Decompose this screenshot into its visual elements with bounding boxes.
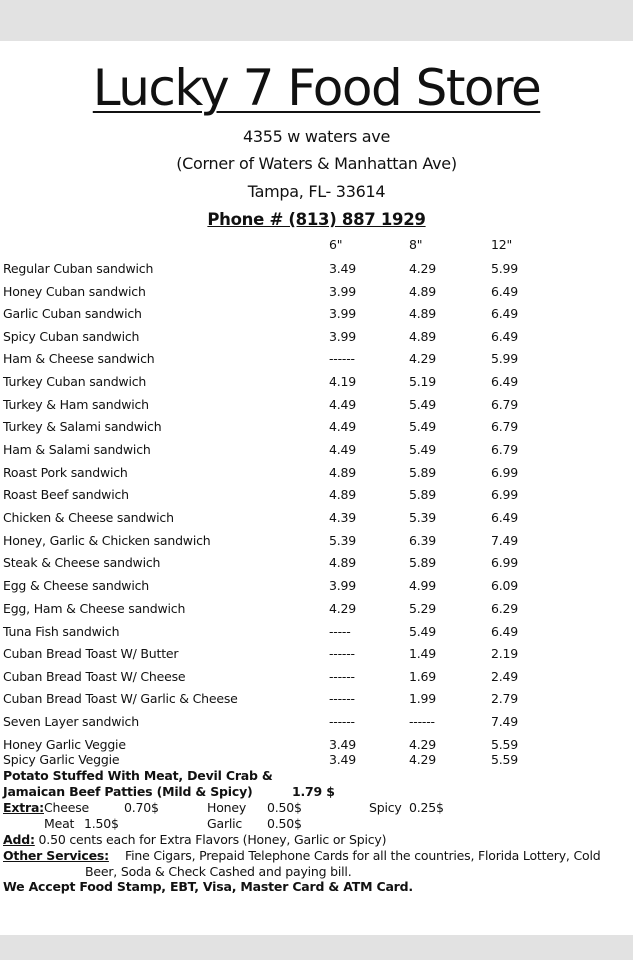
extra-cheese-price: 0.70$ xyxy=(124,800,159,815)
price-12in: 7.49 xyxy=(491,533,519,548)
menu-item-row xyxy=(0,553,633,573)
extra-honey-price: 0.50$ xyxy=(267,800,302,815)
price-8in: 4.89 xyxy=(409,284,437,299)
price-6in: 3.99 xyxy=(329,284,357,299)
price-12in: 7.49 xyxy=(491,714,519,729)
price-6in: ------ xyxy=(329,646,355,661)
price-12in: 5.59 xyxy=(491,752,519,767)
price-6in: ----- xyxy=(329,624,351,639)
price-12in: 2.79 xyxy=(491,691,519,706)
price-12in: 6.79 xyxy=(491,442,519,457)
price-12in: 6.99 xyxy=(491,555,519,570)
price-6in: 3.49 xyxy=(329,737,357,752)
menu-item-row xyxy=(0,750,633,770)
extra-garlic-price: 0.50$ xyxy=(267,816,302,831)
price-6in: 4.19 xyxy=(329,374,357,389)
item-name: Seven Layer sandwich xyxy=(3,714,139,729)
item-name: Steak & Cheese sandwich xyxy=(3,555,161,570)
payment-methods: We Accept Food Stamp, EBT, Visa, Master Card & ATM Card. xyxy=(3,879,413,894)
price-8in: 4.89 xyxy=(409,329,437,344)
menu-item-row xyxy=(0,531,633,551)
price-8in: 6.39 xyxy=(409,533,437,548)
item-name: Chicken & Cheese sandwich xyxy=(3,510,174,525)
item-name: Cuban Bread Toast W/ Butter xyxy=(3,646,179,661)
menu-item-row xyxy=(0,667,633,687)
menu-item-row xyxy=(0,395,633,415)
menu-item-row xyxy=(0,576,633,596)
menu-item-row xyxy=(0,712,633,732)
item-name: Honey Garlic Veggie xyxy=(3,737,126,752)
item-name: Cuban Bread Toast W/ Cheese xyxy=(3,669,186,684)
price-8in: 5.49 xyxy=(409,419,437,434)
item-name: Turkey & Salami sandwich xyxy=(3,419,162,434)
other-services-text-1: Fine Cigars, Prepaid Telephone Cards for all the countries, Florida Lottery, Cold xyxy=(125,848,601,863)
price-6in: ------ xyxy=(329,691,355,706)
price-12in: 6.29 xyxy=(491,601,519,616)
price-6in: 3.99 xyxy=(329,578,357,593)
menu-page xyxy=(0,41,633,935)
menu-item-row xyxy=(0,282,633,302)
price-8in: 4.29 xyxy=(409,351,437,366)
price-12in: 5.99 xyxy=(491,351,519,366)
price-6in: 4.49 xyxy=(329,397,357,412)
price-6in: 4.89 xyxy=(329,465,357,480)
price-12in: 6.49 xyxy=(491,329,519,344)
price-8in: ------ xyxy=(409,714,435,729)
price-6in: 5.39 xyxy=(329,533,357,548)
item-name: Egg & Cheese sandwich xyxy=(3,578,149,593)
item-name: Spicy Garlic Veggie xyxy=(3,752,120,767)
price-8in: 4.29 xyxy=(409,261,437,276)
item-name: Egg, Ham & Cheese sandwich xyxy=(3,601,186,616)
menu-item-row xyxy=(0,304,633,324)
price-8in: 4.99 xyxy=(409,578,437,593)
menu-item-row xyxy=(0,417,633,437)
menu-item-row xyxy=(0,259,633,279)
price-12in: 6.79 xyxy=(491,397,519,412)
price-6in: 4.29 xyxy=(329,601,357,616)
potato-line-1: Potato Stuffed With Meat, Devil Crab & xyxy=(3,768,273,783)
extra-honey-label: Honey xyxy=(207,800,247,815)
address-city: Tampa, FL- 33614 xyxy=(247,182,386,201)
price-12in: 5.99 xyxy=(491,261,519,276)
price-6in: ------ xyxy=(329,714,355,729)
price-8in: 4.29 xyxy=(409,752,437,767)
item-name: Ham & Salami sandwich xyxy=(3,442,151,457)
price-12in: 2.49 xyxy=(491,669,519,684)
size-8-header: 8" xyxy=(409,237,423,252)
price-8in: 1.69 xyxy=(409,669,437,684)
size-12-header: 12" xyxy=(491,237,513,252)
item-name: Tuna Fish sandwich xyxy=(3,624,120,639)
price-6in: 4.49 xyxy=(329,442,357,457)
extra-spicy-price: 0.25$ xyxy=(409,800,444,815)
extra-meat-price: 1.50$ xyxy=(84,816,119,831)
add-line xyxy=(3,832,386,848)
other-services-text-2: Beer, Soda & Check Cashed and paying bill. xyxy=(85,864,352,879)
price-8in: 5.49 xyxy=(409,442,437,457)
extra-meat-label: Meat xyxy=(44,816,75,831)
price-6in: 3.99 xyxy=(329,329,357,344)
menu-item-row xyxy=(0,440,633,460)
item-name: Roast Beef sandwich xyxy=(3,487,129,502)
extra-garlic-label: Garlic xyxy=(207,816,243,831)
menu-item-row xyxy=(0,622,633,642)
add-text: 0.50 cents each for Extra Flavors (Honey, Garlic or Spicy) xyxy=(34,832,387,847)
address-street: 4355 w waters ave xyxy=(242,127,390,146)
price-6in: 4.89 xyxy=(329,487,357,502)
menu-item-row xyxy=(0,485,633,505)
extra-spicy-label: Spicy xyxy=(369,800,402,815)
price-6in: 3.49 xyxy=(329,261,357,276)
phone-number: Phone # (813) 887 1929 xyxy=(207,210,426,229)
price-12in: 5.59 xyxy=(491,737,519,752)
menu-item-row xyxy=(0,372,633,392)
price-6in: 4.39 xyxy=(329,510,357,525)
price-8in: 5.89 xyxy=(409,487,437,502)
menu-item-row xyxy=(0,327,633,347)
potato-price: 1.79 $ xyxy=(292,784,335,799)
add-label: Add: xyxy=(3,832,35,847)
price-12in: 6.79 xyxy=(491,419,519,434)
extra-label: Extra: xyxy=(3,800,44,815)
size-header-row xyxy=(0,235,633,255)
menu-item-row xyxy=(0,508,633,528)
price-12in: 6.49 xyxy=(491,510,519,525)
item-name: Cuban Bread Toast W/ Garlic & Cheese xyxy=(3,691,238,706)
item-name: Turkey & Ham sandwich xyxy=(3,397,149,412)
extra-cheese-label: Cheese xyxy=(44,800,90,815)
item-name: Turkey Cuban sandwich xyxy=(3,374,147,389)
price-8in: 5.29 xyxy=(409,601,437,616)
menu-item-row xyxy=(0,689,633,709)
menu-item-row xyxy=(0,349,633,369)
menu-item-row xyxy=(0,599,633,619)
price-6in: 3.99 xyxy=(329,306,357,321)
price-6in: 4.89 xyxy=(329,555,357,570)
menu-item-row xyxy=(0,463,633,483)
price-12in: 6.49 xyxy=(491,624,519,639)
item-name: Ham & Cheese sandwich xyxy=(3,351,155,366)
price-8in: 5.39 xyxy=(409,510,437,525)
price-6in: 4.49 xyxy=(329,419,357,434)
price-8in: 5.19 xyxy=(409,374,437,389)
other-services-label: Other Services: xyxy=(3,848,109,863)
store-title: Lucky 7 Food Store xyxy=(92,59,541,117)
item-name: Garlic Cuban sandwich xyxy=(3,306,142,321)
price-8in: 1.49 xyxy=(409,646,437,661)
price-12in: 6.99 xyxy=(491,465,519,480)
price-8in: 5.89 xyxy=(409,465,437,480)
price-8in: 5.89 xyxy=(409,555,437,570)
potato-line-2: Jamaican Beef Patties (Mild & Spicy) xyxy=(3,784,253,799)
price-12in: 6.99 xyxy=(491,487,519,502)
item-name: Roast Pork sandwich xyxy=(3,465,128,480)
price-12in: 6.49 xyxy=(491,306,519,321)
item-name: Regular Cuban sandwich xyxy=(3,261,154,276)
price-8in: 4.29 xyxy=(409,737,437,752)
item-name: Spicy Cuban sandwich xyxy=(3,329,140,344)
price-6in: ------ xyxy=(329,669,355,684)
price-6in: ------ xyxy=(329,351,355,366)
price-6in: 3.49 xyxy=(329,752,357,767)
address-corner: (Corner of Waters & Manhattan Ave) xyxy=(176,154,457,173)
price-8in: 5.49 xyxy=(409,624,437,639)
item-name: Honey, Garlic & Chicken sandwich xyxy=(3,533,211,548)
item-name: Honey Cuban sandwich xyxy=(3,284,146,299)
price-8in: 1.99 xyxy=(409,691,437,706)
menu-item-row xyxy=(0,644,633,664)
price-12in: 6.49 xyxy=(491,284,519,299)
price-12in: 2.19 xyxy=(491,646,519,661)
price-8in: 4.89 xyxy=(409,306,437,321)
price-12in: 6.09 xyxy=(491,578,519,593)
size-6-header: 6" xyxy=(329,237,343,252)
price-12in: 6.49 xyxy=(491,374,519,389)
price-8in: 5.49 xyxy=(409,397,437,412)
